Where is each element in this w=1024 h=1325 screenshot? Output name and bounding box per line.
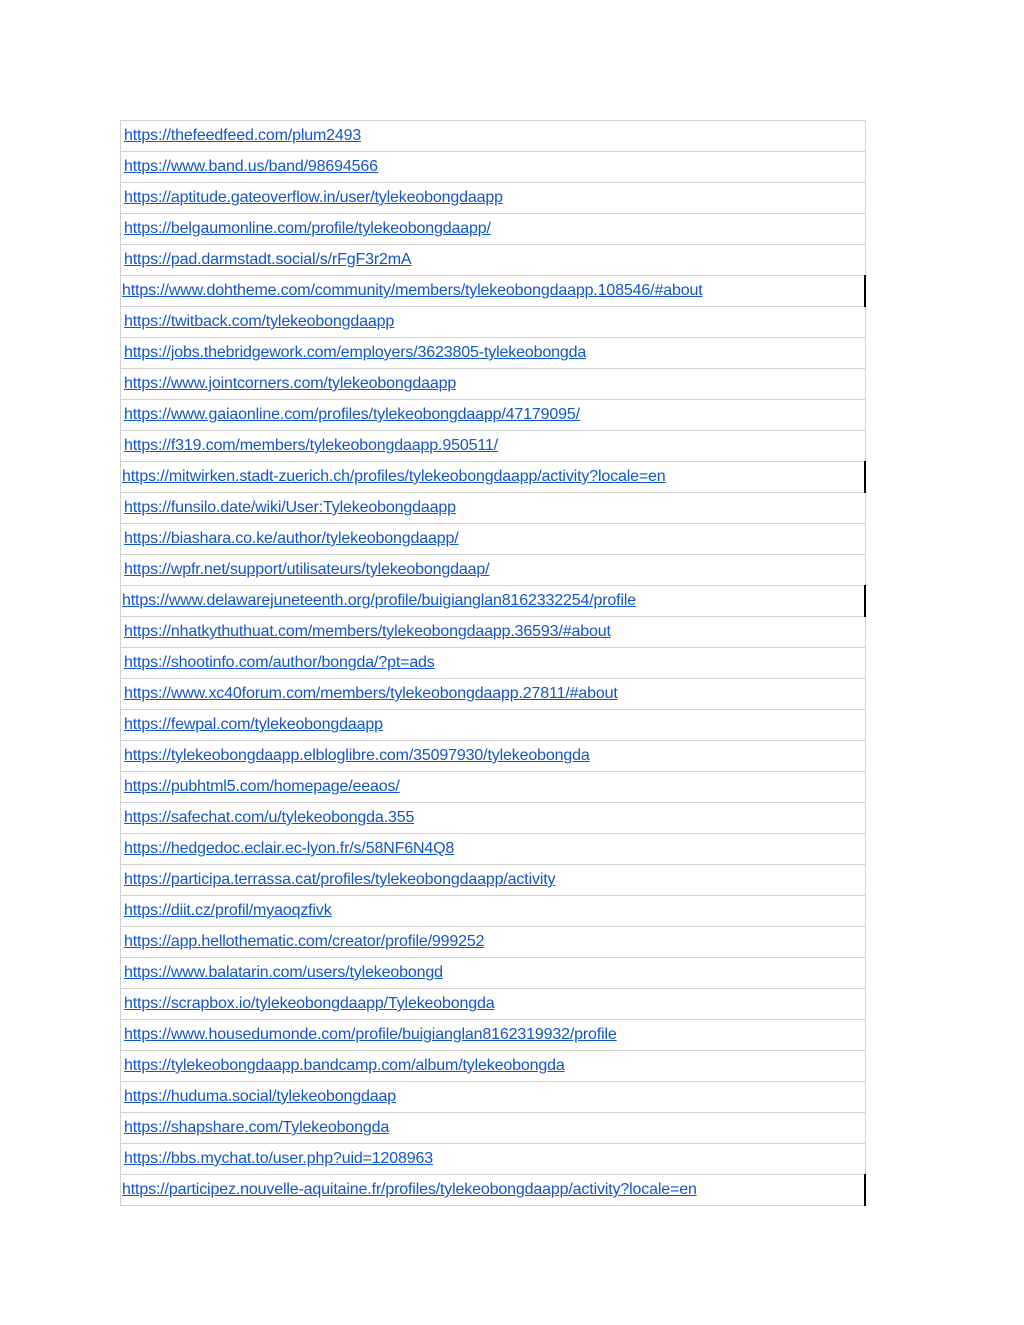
url-link[interactable]: https://pubhtml5.com/homepage/eeaos/: [124, 778, 400, 795]
table-row: [121, 586, 866, 617]
link-cell: [121, 214, 866, 245]
link-cell: [121, 1175, 866, 1206]
url-link[interactable]: https://tylekeobongdaapp.elbloglibre.com/35097930/tylekeobongda: [124, 747, 590, 764]
table-row: [121, 245, 866, 276]
url-link[interactable]: https://diit.cz/profil/myaoqzfivk: [124, 902, 332, 919]
table-row: [121, 462, 866, 493]
table-row: [121, 214, 866, 245]
link-cell: [121, 741, 866, 772]
table-row: [121, 896, 866, 927]
url-link[interactable]: https://app.hellothematic.com/creator/profile/999252: [124, 933, 485, 950]
table-row: [121, 183, 866, 214]
url-link[interactable]: https://wpfr.net/support/utilisateurs/tylekeobongdaap/: [124, 561, 490, 578]
url-link[interactable]: https://aptitude.gateoverflow.in/user/tylekeobongdaapp: [124, 189, 503, 206]
url-link[interactable]: https://shootinfo.com/author/bongda/?pt=ads: [124, 654, 435, 671]
url-link[interactable]: https://participa.terrassa.cat/profiles/tylekeobongdaapp/activity: [124, 871, 556, 888]
table-row: [121, 121, 866, 152]
link-cell: [121, 431, 866, 462]
table-row: [121, 1175, 866, 1206]
table-row: [121, 1020, 866, 1051]
link-cell: [121, 524, 866, 555]
link-table-body: [121, 121, 866, 1206]
url-link[interactable]: https://scrapbox.io/tylekeobongdaapp/Tylekeobongda: [124, 995, 495, 1012]
table-row: [121, 338, 866, 369]
url-link[interactable]: https://www.dohtheme.com/community/members/tylekeobongdaapp.108546/#about: [122, 282, 703, 299]
link-cell: [121, 276, 866, 307]
url-link[interactable]: https://pad.darmstadt.social/s/rFgF3r2mA: [124, 251, 412, 268]
url-link[interactable]: https://participez.nouvelle-aquitaine.fr/profiles/tylekeobongdaapp/activity?locale=en: [122, 1181, 697, 1198]
link-cell: [121, 338, 866, 369]
table-row: [121, 276, 866, 307]
url-link[interactable]: https://funsilo.date/wiki/User:Tylekeobongdaapp: [124, 499, 456, 516]
url-link[interactable]: https://www.xc40forum.com/members/tylekeobongdaapp.27811/#about: [124, 685, 618, 702]
url-link[interactable]: https://twitback.com/tylekeobongdaapp: [124, 313, 395, 330]
table-row: [121, 1082, 866, 1113]
url-link[interactable]: https://safechat.com/u/tylekeobongda.355: [124, 809, 415, 826]
link-cell: [121, 958, 866, 989]
table-row: [121, 834, 866, 865]
url-link[interactable]: https://fewpal.com/tylekeobongdaapp: [124, 716, 383, 733]
url-link[interactable]: https://www.housedumonde.com/profile/buigianglan8162319932/profile: [124, 1026, 617, 1043]
url-link[interactable]: https://biashara.co.ke/author/tylekeobongdaapp/: [124, 530, 459, 547]
url-link[interactable]: https://tylekeobongdaapp.bandcamp.com/album/tylekeobongda: [124, 1057, 565, 1074]
link-cell: [121, 927, 866, 958]
link-cell: [121, 307, 866, 338]
table-row: [121, 989, 866, 1020]
table-row: [121, 307, 866, 338]
link-cell: [121, 834, 866, 865]
link-cell: [121, 369, 866, 400]
table-row: [121, 741, 866, 772]
link-cell: [121, 555, 866, 586]
url-link[interactable]: https://belgaumonline.com/profile/tylekeobongdaapp/: [124, 220, 491, 237]
url-link[interactable]: https://www.delawarejuneteenth.org/profile/buigianglan8162332254/profile: [122, 592, 637, 609]
link-cell: [121, 679, 866, 710]
url-link[interactable]: https://f319.com/members/tylekeobongdaapp.950511/: [124, 437, 498, 454]
link-cell: [121, 772, 866, 803]
table-row: [121, 679, 866, 710]
url-link[interactable]: https://jobs.thebridgework.com/employers/3623805-tylekeobongda: [124, 344, 587, 361]
table-row: [121, 1113, 866, 1144]
table-row: [121, 555, 866, 586]
link-cell: [121, 1020, 866, 1051]
url-link[interactable]: https://bbs.mychat.to/user.php?uid=1208963: [124, 1150, 434, 1167]
table-row: [121, 400, 866, 431]
table-row: [121, 865, 866, 896]
link-cell: [121, 462, 866, 493]
url-link[interactable]: https://huduma.social/tylekeobongdaap: [124, 1088, 396, 1105]
url-link[interactable]: https://thefeedfeed.com/plum2493: [124, 127, 362, 144]
url-link[interactable]: https://shapshare.com/Tylekeobongda: [124, 1119, 390, 1136]
table-row: [121, 648, 866, 679]
url-link[interactable]: https://hedgedoc.eclair.ec-lyon.fr/s/58NF6N4Q8: [124, 840, 455, 857]
url-link[interactable]: https://www.balatarin.com/users/tylekeobongd: [124, 964, 443, 981]
table-row: [121, 958, 866, 989]
table-row: [121, 152, 866, 183]
table-row: [121, 524, 866, 555]
table-row: [121, 710, 866, 741]
url-link[interactable]: https://www.jointcorners.com/tylekeobongdaapp: [124, 375, 457, 392]
link-cell: [121, 803, 866, 834]
table-row: [121, 431, 866, 462]
link-cell: [121, 245, 866, 276]
table-row: [121, 1144, 866, 1175]
table-row: [121, 927, 866, 958]
url-link[interactable]: https://nhatkythuthuat.com/members/tylekeobongdaapp.36593/#about: [124, 623, 611, 640]
link-cell: [121, 121, 866, 152]
table-row: [121, 1051, 866, 1082]
link-table: [120, 120, 866, 1206]
link-cell: [121, 1113, 866, 1144]
link-cell: [121, 896, 866, 927]
url-link[interactable]: https://mitwirken.stadt-zuerich.ch/profiles/tylekeobongdaapp/activity?locale=en: [122, 468, 666, 485]
url-link[interactable]: https://www.band.us/band/98694566: [124, 158, 378, 175]
link-cell: [121, 989, 866, 1020]
link-cell: [121, 1082, 866, 1113]
link-cell: [121, 1144, 866, 1175]
link-cell: [121, 400, 866, 431]
link-cell: [121, 493, 866, 524]
link-cell: [121, 152, 866, 183]
table-row: [121, 772, 866, 803]
link-cell: [121, 1051, 866, 1082]
link-cell: [121, 710, 866, 741]
link-cell: [121, 586, 866, 617]
url-link[interactable]: https://www.gaiaonline.com/profiles/tylekeobongdaapp/47179095/: [124, 406, 580, 423]
link-cell: [121, 617, 866, 648]
link-cell: [121, 648, 866, 679]
link-cell: [121, 183, 866, 214]
table-row: [121, 617, 866, 648]
table-row: [121, 803, 866, 834]
table-row: [121, 369, 866, 400]
link-cell: [121, 865, 866, 896]
table-row: [121, 493, 866, 524]
